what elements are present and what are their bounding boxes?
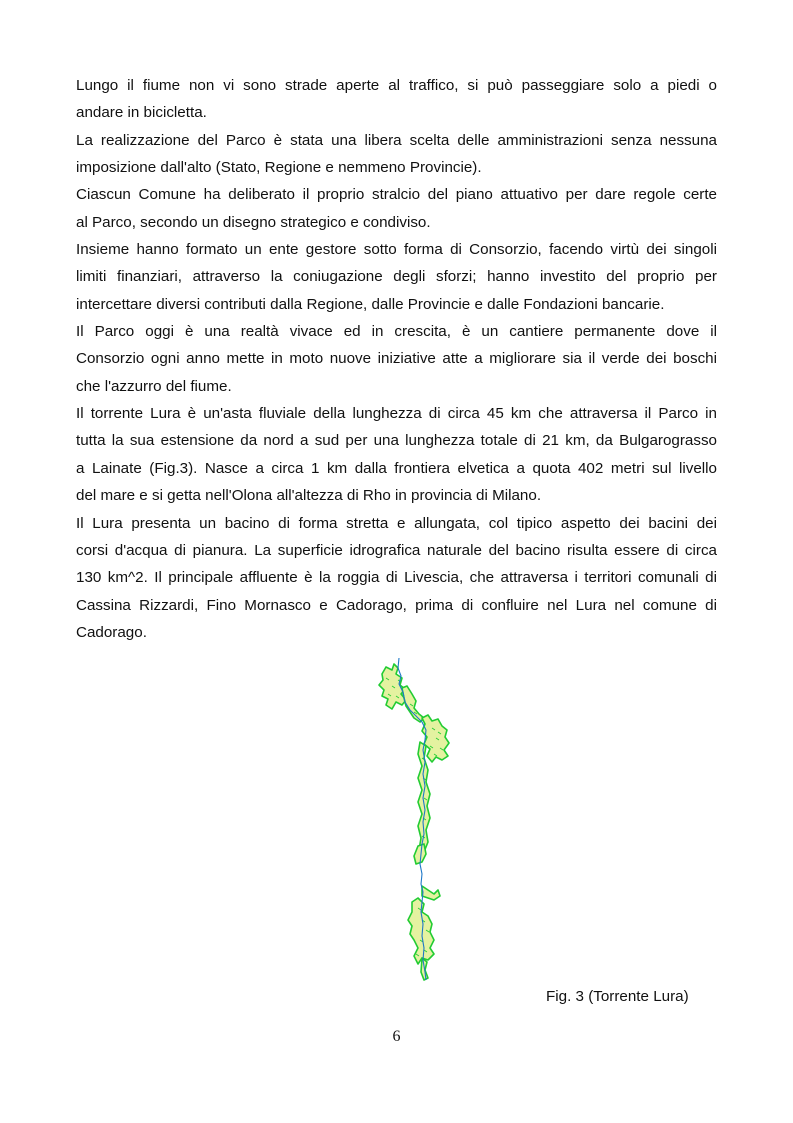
text-line: 130 km^2. Il principale affluente è la roggia di Livescia, che attraversa i territori comunali di — [76, 569, 717, 587]
text-line: limiti finanziari, attraverso la coniugazione degli sforzi; hanno investito del proprio per — [76, 268, 717, 286]
torrente-lura-map-figure — [372, 658, 462, 984]
text-line: La realizzazione del Parco è stata una libera scelta delle amministrazioni senza nessuna — [76, 131, 717, 149]
body-text — [76, 72, 717, 646]
page-number: 6 — [392, 1028, 401, 1045]
text-line: Ciascun Comune ha deliberato il proprio stralcio del piano attuativo per dare regole certe — [76, 186, 717, 204]
park-boundary-areas — [379, 664, 449, 980]
text-line: Lungo il fiume non vi sono strade aperte al traffico, si può passeggiare solo a piedi o — [76, 77, 717, 94]
text-line: intercettare diversi contributi dalla Regione, dalle Provincie e dalle Fondazioni bancarie. — [76, 295, 665, 313]
lura-park-map — [372, 658, 462, 984]
figure-caption: Fig. 3 (Torrente Lura) — [546, 988, 689, 1005]
text-line: Cassina Rizzardi, Fino Mornasco e Cadorago, prima di confluire nel Lura nel comune di — [76, 596, 717, 614]
text-line: che l'azzurro del fiume. — [76, 377, 232, 395]
park-area-north-strip — [402, 686, 424, 722]
park-area-southern-spur — [422, 886, 440, 900]
text-line: Il Lura presenta un bacino di forma stretta e allungata, col tipico aspetto dei bacini dei — [76, 514, 717, 532]
text-line: Cadorago. — [76, 623, 147, 641]
text-line: corsi d'acqua di pianura. La superficie idrografica naturale del bacino risulta essere di circa — [76, 541, 717, 559]
text-line: tutta la sua estensione da nord a sud per una lunghezza totale di 21 km, da Bulgarograsso — [76, 432, 717, 450]
text-line: a Lainate (Fig.3). Nasce a circa 1 km dalla frontiera elvetica a quota 402 metri sul livello — [76, 459, 717, 477]
text-line: Consorzio ogni anno mette in moto nuove iniziative atte a migliorare sia il verde dei boschi — [76, 350, 717, 368]
text-line: Il torrente Lura è un'asta fluviale della lunghezza di circa 45 km che attraversa il Parco in — [76, 405, 717, 423]
text-line: al Parco, secondo un disegno strategico e condiviso. — [76, 213, 431, 231]
text-line: Il Parco oggi è una realtà vivace ed in crescita, è un cantiere permanente dove il — [76, 323, 717, 341]
text-line: imposizione dall'alto (Stato, Regione e nemmeno Provincie). — [76, 159, 482, 177]
text-line: del mare e si getta nell'Olona all'altezza di Rho in provincia di Milano. — [76, 487, 542, 505]
text-line: andare in bicicletta. — [76, 104, 207, 122]
text-line: Insieme hanno formato un ente gestore sotto forma di Consorzio, facendo virtù dei singoli — [76, 241, 717, 259]
